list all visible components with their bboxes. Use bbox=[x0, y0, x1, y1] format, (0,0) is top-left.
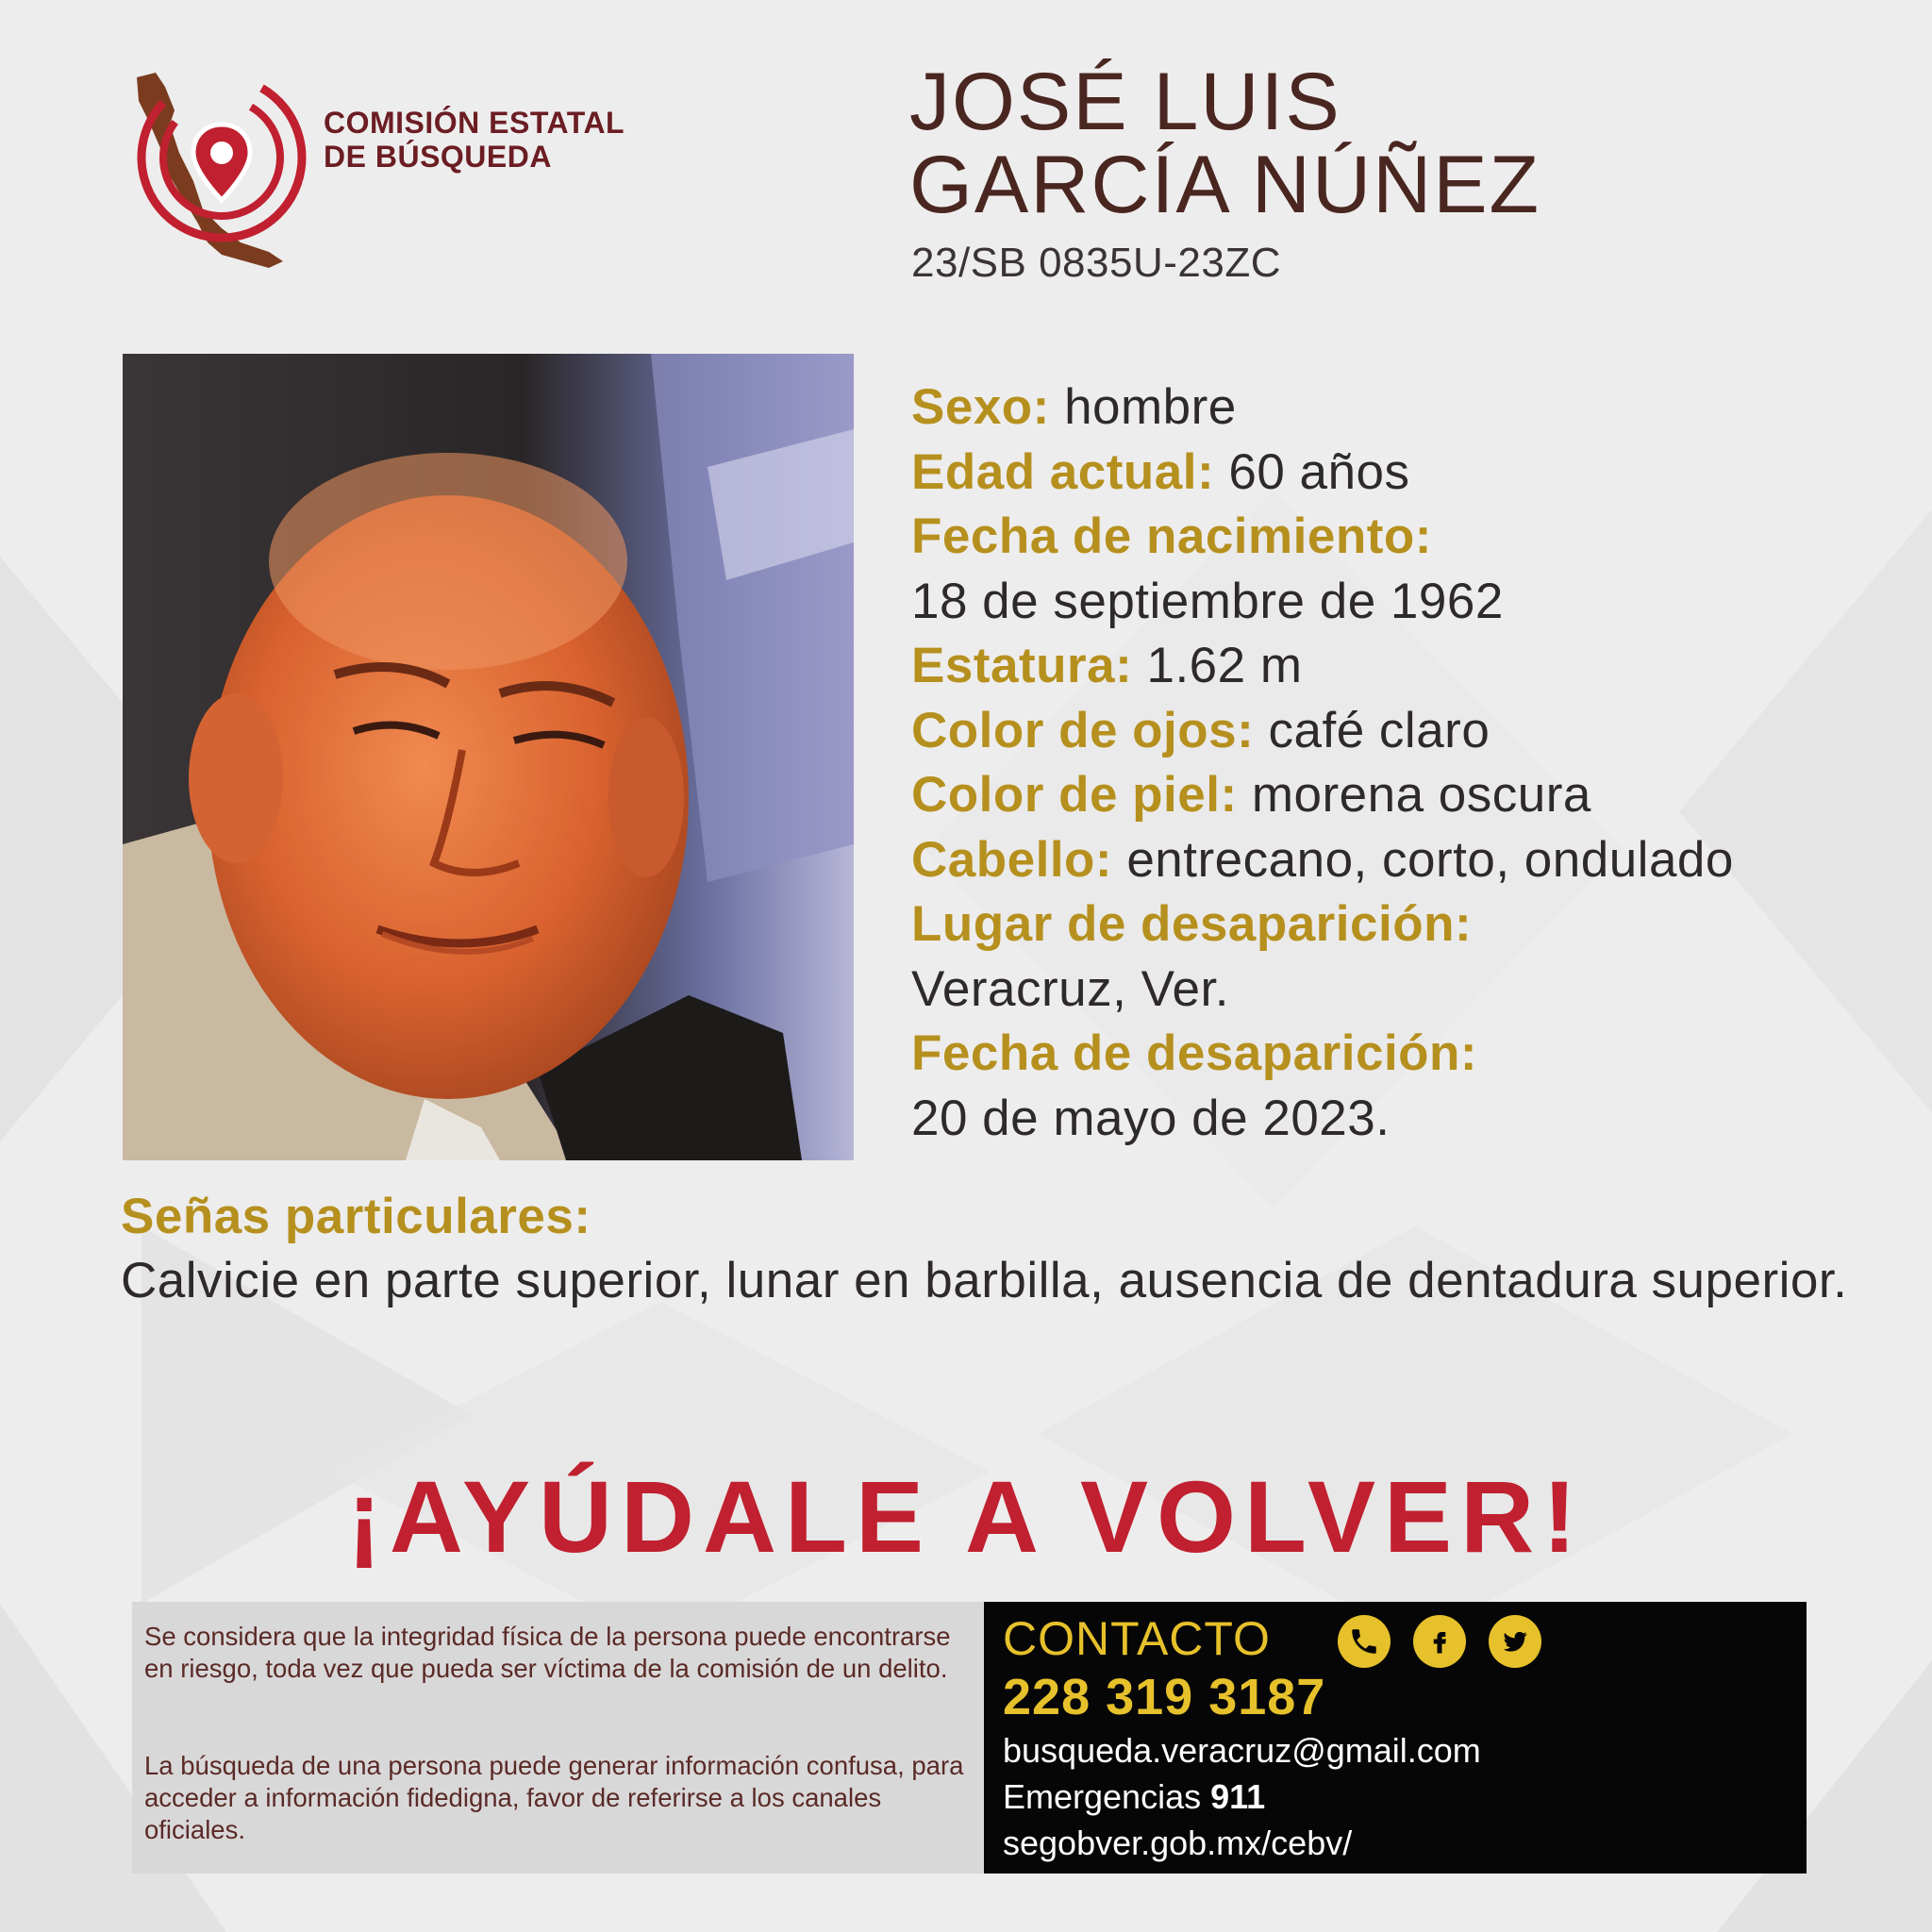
detail-fecha-label bbox=[911, 1022, 1911, 1087]
disclaimer-box bbox=[132, 1602, 984, 1874]
twitter-icon[interactable] bbox=[1489, 1615, 1541, 1668]
detail-sexo bbox=[911, 375, 1911, 441]
detail-cabello bbox=[911, 828, 1911, 893]
contact-title: CONTACTO bbox=[1003, 1612, 1271, 1665]
detail-value: hombre bbox=[1064, 379, 1237, 435]
detail-lugar-label bbox=[911, 892, 1911, 958]
detail-label: Color de piel: bbox=[911, 767, 1238, 823]
detail-label: Estatura: bbox=[911, 638, 1133, 693]
disclaimer-paragraph-1: Se considera que la integridad física de la persona puede encontrarse en riesgo, toda vez que pueda ser víctima de la comisión de un delito. bbox=[144, 1622, 951, 1683]
detail-nacimiento-label bbox=[911, 505, 1911, 570]
veracruz-map-location-icon bbox=[127, 68, 316, 271]
contact-box bbox=[984, 1602, 1807, 1874]
detail-label: Lugar de desaparición: bbox=[911, 896, 1473, 952]
distinguishing-marks-text: Calvicie en parte superior, lunar en barbilla, ausencia de dentadura superior. bbox=[121, 1253, 1848, 1308]
detail-value: entrecano, corto, ondulado bbox=[1126, 831, 1734, 888]
detail-lugar-value: Veracruz, Ver. bbox=[911, 960, 1229, 1017]
detail-label: Color de ojos: bbox=[911, 702, 1255, 758]
emergency-label: Emergencias bbox=[1003, 1777, 1202, 1816]
person-name-line-2: GARCÍA NÚÑEZ bbox=[909, 140, 1541, 230]
case-id: 23/SB 0835U-23ZC bbox=[911, 240, 1281, 286]
detail-value: morena oscura bbox=[1251, 767, 1591, 823]
detail-label: Fecha de desaparición: bbox=[911, 1025, 1478, 1081]
contact-emergency bbox=[1003, 1777, 1265, 1817]
phone-icon[interactable] bbox=[1338, 1615, 1391, 1668]
detail-label: Sexo: bbox=[911, 379, 1050, 435]
detail-piel bbox=[911, 763, 1911, 828]
person-name-line-1: JOSÉ LUIS bbox=[909, 57, 1341, 147]
detail-nacimiento-value: 18 de septiembre de 1962 bbox=[911, 573, 1504, 629]
person-details bbox=[911, 375, 1911, 1151]
detail-label: Fecha de nacimiento: bbox=[911, 508, 1432, 564]
disclaimer-paragraph-2: La búsqueda de una persona puede generar información confusa, para acceder a información fidedigna, favor de referirse a los canales oficiales. bbox=[144, 1751, 964, 1844]
logo bbox=[127, 68, 656, 275]
detail-label: Cabello: bbox=[911, 831, 1113, 888]
contact-phone[interactable]: 228 319 3187 bbox=[1003, 1669, 1326, 1725]
emergency-number[interactable]: 911 bbox=[1210, 1777, 1266, 1816]
distinguishing-marks-label: Señas particulares: bbox=[121, 1189, 591, 1244]
contact-website[interactable]: segobver.gob.mx/cebv/ bbox=[1003, 1824, 1353, 1862]
detail-value: café claro bbox=[1268, 702, 1491, 758]
contact-email[interactable]: busqueda.veracruz@gmail.com bbox=[1003, 1731, 1481, 1770]
detail-fecha-value: 20 de mayo de 2023. bbox=[911, 1090, 1391, 1146]
detail-estatura bbox=[911, 634, 1911, 699]
facebook-icon[interactable] bbox=[1413, 1615, 1466, 1668]
detail-label: Edad actual: bbox=[911, 443, 1215, 500]
call-to-action: ¡AYÚDALE A VOLVER! bbox=[346, 1459, 1586, 1574]
logo-line-1: COMISIÓN ESTATAL bbox=[324, 106, 625, 140]
person-name bbox=[909, 57, 1890, 230]
detail-value: 60 años bbox=[1228, 443, 1410, 500]
detail-ojos bbox=[911, 699, 1911, 764]
detail-edad bbox=[911, 441, 1911, 506]
distinguishing-marks bbox=[121, 1185, 1913, 1313]
contact-icons bbox=[1338, 1615, 1541, 1668]
detail-value: 1.62 m bbox=[1146, 638, 1303, 693]
person-photo bbox=[123, 354, 854, 1160]
logo-line-2: DE BÚSQUEDA bbox=[324, 140, 552, 174]
logo-text bbox=[324, 106, 663, 174]
